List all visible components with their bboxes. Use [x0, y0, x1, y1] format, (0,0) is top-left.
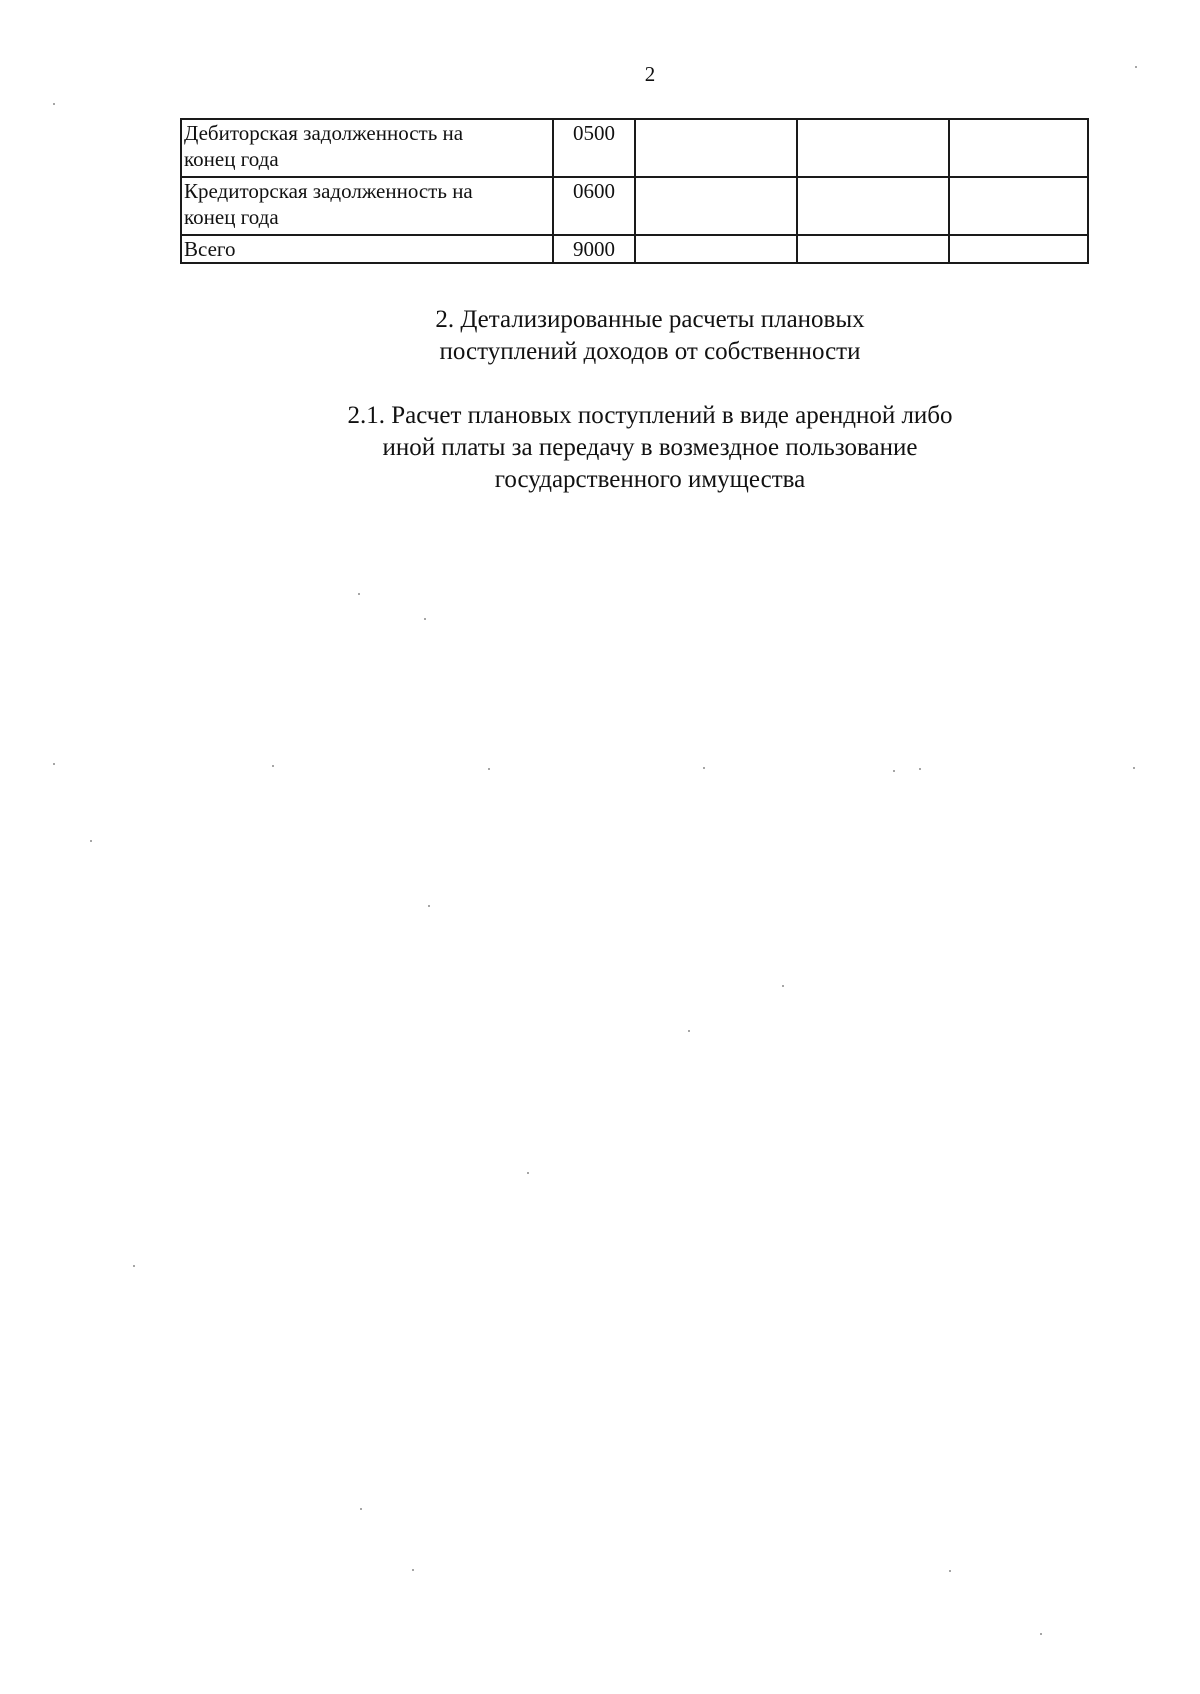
- value-cell: [635, 235, 797, 263]
- value-cell: [949, 235, 1088, 263]
- value-cell: [797, 177, 949, 235]
- debt-table: [180, 118, 1089, 264]
- heading-line: 2.1. Расчет плановых поступлений в виде арендной либо: [347, 402, 953, 429]
- scan-speck: [133, 1265, 135, 1267]
- value-cell: [949, 177, 1088, 235]
- table-row-total: [181, 235, 1088, 263]
- scan-speck: [358, 593, 360, 595]
- row-code-cell: 0600: [553, 177, 635, 235]
- row-code-cell: 0500: [553, 119, 635, 177]
- value-cell: [635, 177, 797, 235]
- scan-speck: [1040, 1633, 1042, 1635]
- heading-line: иной платы за передачу в возмездное пользование: [382, 434, 918, 461]
- row-name-cell: [181, 119, 553, 177]
- scan-speck: [688, 1030, 690, 1032]
- value-cell: [797, 119, 949, 177]
- row-name-cell: [181, 235, 553, 263]
- heading-line: государственного имущества: [494, 466, 806, 493]
- scan-speck: [919, 768, 921, 770]
- scan-speck: [53, 103, 55, 105]
- scan-speck: [90, 840, 92, 842]
- row-name-line: конец года: [184, 147, 279, 171]
- heading-line: 2. Детализированные расчеты плановых: [435, 306, 865, 333]
- scan-speck: [949, 1570, 951, 1572]
- value-cell: [949, 119, 1088, 177]
- row-code-cell: 9000: [553, 235, 635, 263]
- page-number: 2: [644, 62, 656, 86]
- row-name-cell: [181, 177, 553, 235]
- row-name-line: Всего: [184, 237, 236, 261]
- scan-speck: [428, 905, 430, 907]
- row-name-line: конец года: [184, 205, 279, 229]
- scan-speck: [272, 765, 274, 767]
- scan-speck: [412, 1569, 414, 1571]
- scan-speck: [53, 763, 55, 765]
- scan-speck: [1135, 66, 1137, 68]
- scan-speck: [488, 768, 490, 770]
- scan-speck: [527, 1172, 529, 1174]
- heading-line: поступлений доходов от собственности: [439, 338, 861, 365]
- scan-speck: [703, 767, 705, 769]
- table-row-receivables: [181, 119, 1088, 177]
- table-row-payables: [181, 177, 1088, 235]
- scan-speck: [782, 985, 784, 987]
- value-cell: [635, 119, 797, 177]
- row-name-line: Кредиторская задолженность на: [184, 179, 473, 203]
- row-name-line: Дебиторская задолженность на: [184, 121, 464, 145]
- scan-speck: [1133, 767, 1135, 769]
- section-2-1-heading: [0, 400, 1200, 496]
- scan-speck: [360, 1508, 362, 1510]
- section-2-heading: [0, 304, 1200, 368]
- value-cell: [797, 235, 949, 263]
- scan-speck: [893, 770, 895, 772]
- scan-speck: [424, 618, 426, 620]
